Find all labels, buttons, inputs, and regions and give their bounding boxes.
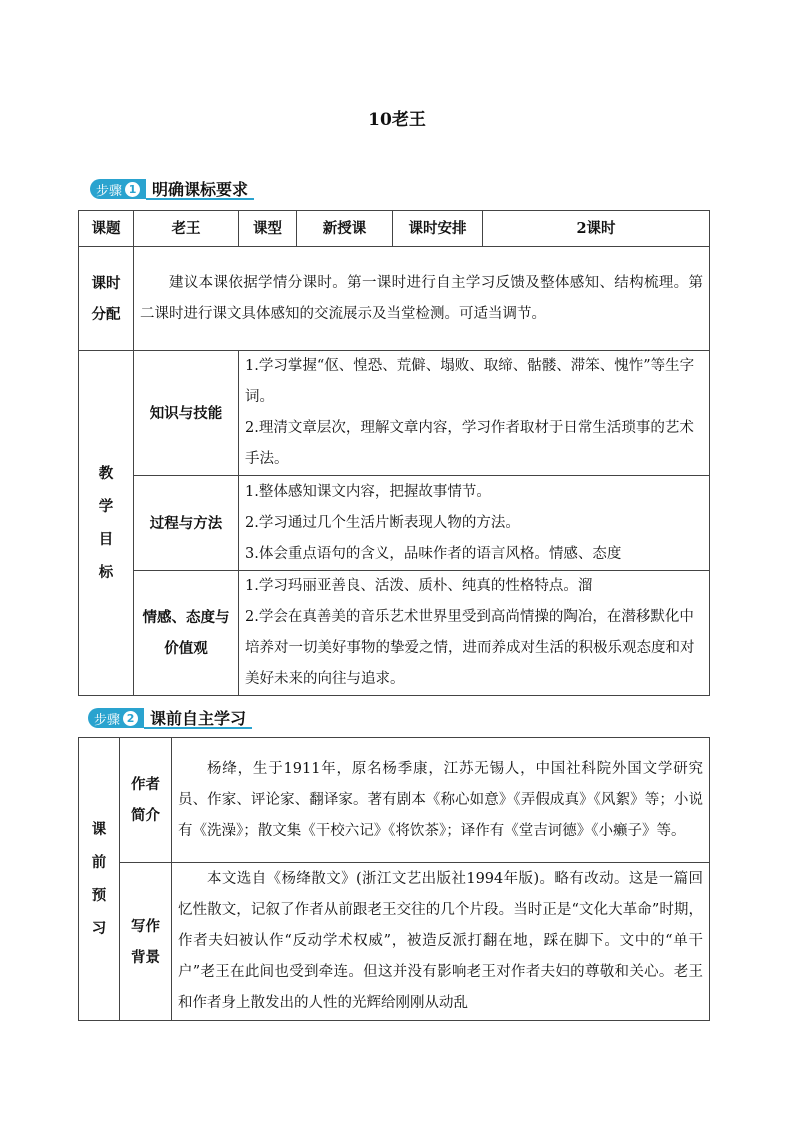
step1-header [90,178,254,200]
goals-char-2: 学 [98,498,114,515]
cell-knowledge-text [239,351,710,476]
step2-heading: 课前自主学习 [144,707,252,729]
knowledge-line-2: 2.理清文章层次，理解文章内容，学习作者取材于日常生活琐事的艺术手法。 [245,420,694,467]
cell-type-value: 新授课 [297,211,393,247]
process-line-2: 2.学习通过几个生活片断表现人物的方法。 [245,514,520,531]
cell-goals-label [79,351,134,696]
cell-allocation-label [79,247,134,351]
emotion-line-1: 1.学习玛丽亚善良、活泼、质朴、纯真的性格特点。溜 [245,578,593,594]
preview-char-1: 课 [91,821,107,838]
allocation-label-b: 分配 [91,305,121,323]
allocation-label-a: 课时 [91,274,121,292]
step2-badge [88,708,144,728]
preview-char-2: 前 [91,854,107,871]
step1-badge-label: 步骤 [96,183,123,199]
preview-table [78,737,710,1021]
emotion-label-b: 价值观 [164,640,208,657]
cell-author-label [120,738,172,863]
step2-number-icon: 2 [123,711,138,726]
preview-char-3: 预 [91,887,107,904]
cell-author-text: 杨绛，生于1911年，原名杨季康，江苏无锡人，中国社科院外国文学研究员、作家、评论家、翻译家。著有剧本《称心如意》《弄假成真》《风絮》等；小说有《洗澡》；散文集《干校六记》《将饮茶》；译作有《堂吉诃德》《小癞子》等。 [172,738,710,863]
cell-allocation-text: 建议本课依据学情分课时。第一课时进行自主学习反馈及整体感知、结构梳理。第二课时进行课文具体感知的交流展示及当堂检测。可适当调节。 [134,247,710,351]
goals-char-1: 教 [98,465,114,482]
cell-background-text: 本文选自《杨绛散文》(浙江文艺出版社1994年版)。略有改动。这是一篇回忆性散文，记叙了作者从前跟老王交往的几个片段。当时正是“文化大革命”时期，作者夫妇被认作“反动学术权威”，被造反派打翻在地，踩在脚下。文中的“单干户”老王在此间也受到牵连。但这并没有影响老王对作者夫妇的尊敬和关心。老王和作者身上散发出的人性的光辉给刚刚从动乱 [172,863,710,1021]
cell-type-label: 课型 [239,211,297,247]
preview-char-4: 习 [91,920,107,937]
cell-knowledge-label: 知识与技能 [134,351,239,476]
cell-schedule-value: 2课时 [483,211,710,247]
step1-number-icon: 1 [125,182,140,197]
cell-topic-value: 老王 [134,211,239,247]
process-line-1: 1.整体感知课文内容，把握故事情节。 [245,483,491,500]
cell-preview-label [79,738,120,1021]
cell-background-label [120,863,172,1021]
step2-header [88,707,252,729]
background-label-a: 写作 [131,917,160,935]
page-title: 10老王 [368,110,426,130]
goals-char-4: 标 [98,564,114,581]
background-label-b: 背景 [131,948,160,966]
cell-process-label: 过程与方法 [134,476,239,571]
cell-schedule-label: 课时安排 [393,211,483,247]
lesson-overview-table [78,210,710,696]
goals-char-3: 目 [98,531,114,548]
cell-process-text [239,476,710,571]
step1-heading: 明确课标要求 [146,178,254,200]
cell-topic-label: 课题 [79,211,134,247]
process-line-3: 3.体会重点语句的含义，品味作者的语言风格。情感、态度 [245,545,622,562]
cell-emotion-text [239,571,710,696]
emotion-line-2: 2.学会在真善美的音乐艺术世界里受到高尚情操的陶冶，在潜移默化中培养对一切美好事物的挚爱之情，进而养成对生活的积极乐观态度和对美好未来的向往与追求。 [245,609,695,687]
cell-emotion-label [134,571,239,696]
author-label-a: 作者 [131,776,160,793]
emotion-label-a: 情感、态度与 [142,609,230,626]
author-label-b: 简介 [131,807,160,824]
step1-badge [90,179,146,199]
knowledge-line-1: 1.学习掌握“伛、惶恐、荒僻、塌败、取缔、骷髅、滞笨、愧怍”等生字词。 [245,358,695,405]
step2-badge-label: 步骤 [94,712,121,728]
